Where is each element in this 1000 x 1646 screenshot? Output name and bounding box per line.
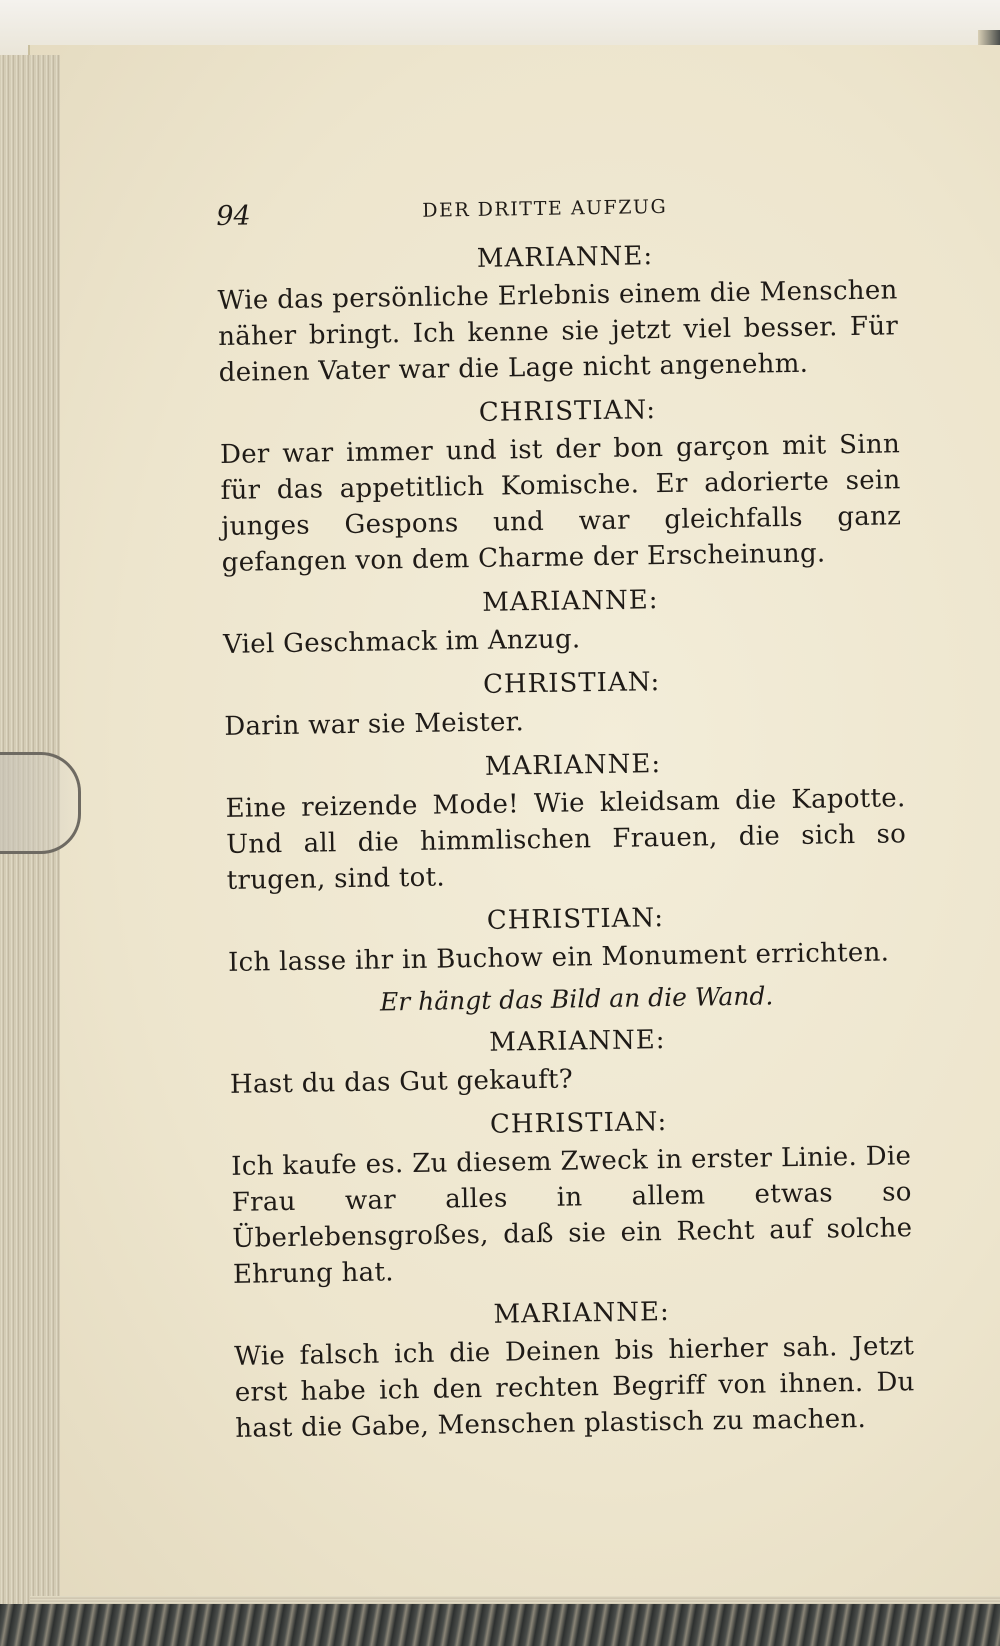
speech-text: Wie das persönliche Erlebnis einem die Menschen näher bringt. Ich kenne sie jetzt viel besser. Für deinen Vater war die Lage nicht angenehm. [217, 275, 899, 388]
page-number: 94 [216, 200, 251, 232]
speech-text: Ich kaufe es. Zu diesem Zweck in erster Linie. Die Frau war alles in allem etwas so Überlebensgroßes, daß sie ein Recht auf solche Ehrung hat. [231, 1141, 913, 1290]
paper-clip [0, 752, 81, 854]
speech-text: Darin war sie Meister. [224, 707, 525, 742]
speaker-name: CHRISTIAN: [482, 667, 661, 700]
speaker-name: MARIANNE: [476, 241, 654, 274]
speaker-name: MARIANNE: [493, 1297, 670, 1330]
speaker-name: MARIANNE: [488, 1025, 666, 1058]
speech-text: Eine reizende Mode! Wie kleidsam die Kapotte. Und all die himmlischen Frauen, die sich so trugen, sind tot. [225, 783, 907, 896]
speech-text: Der war immer und ist der bon garçon mit Sinn für das appetitlich Komische. Er adorierte sein junges Gespons und war gleichfalls ganz gefangen von dem Charme der Erscheinung. [219, 429, 902, 578]
speaker-name: CHRISTIAN: [486, 903, 665, 936]
book-cover-bottom [0, 1604, 1000, 1646]
speaker-name: CHRISTIAN: [478, 395, 657, 428]
stage-direction: Er hängt das Bild an die Wand. [379, 981, 774, 1017]
running-head: DER DRITTE AUFZUG [422, 195, 668, 222]
speaker-name: CHRISTIAN: [489, 1107, 668, 1140]
speech-text: Viel Geschmack im Anzug. [222, 624, 581, 660]
speech-text: Wie falsch ich die Deinen bis hierher sah. Jetzt erst habe ich den rechten Begriff von ihnen. Du hast die Gabe, Menschen plastisch zu machen. [234, 1331, 915, 1444]
speech-text: Hast du das Gut gekauft? [229, 1064, 574, 1100]
speech-text: Ich lasse ihr in Buchow ein Monument errichten. [227, 937, 890, 978]
speaker-name: MARIANNE: [482, 585, 659, 618]
speaker-name: MARIANNE: [484, 749, 662, 782]
page-text [216, 184, 916, 1453]
